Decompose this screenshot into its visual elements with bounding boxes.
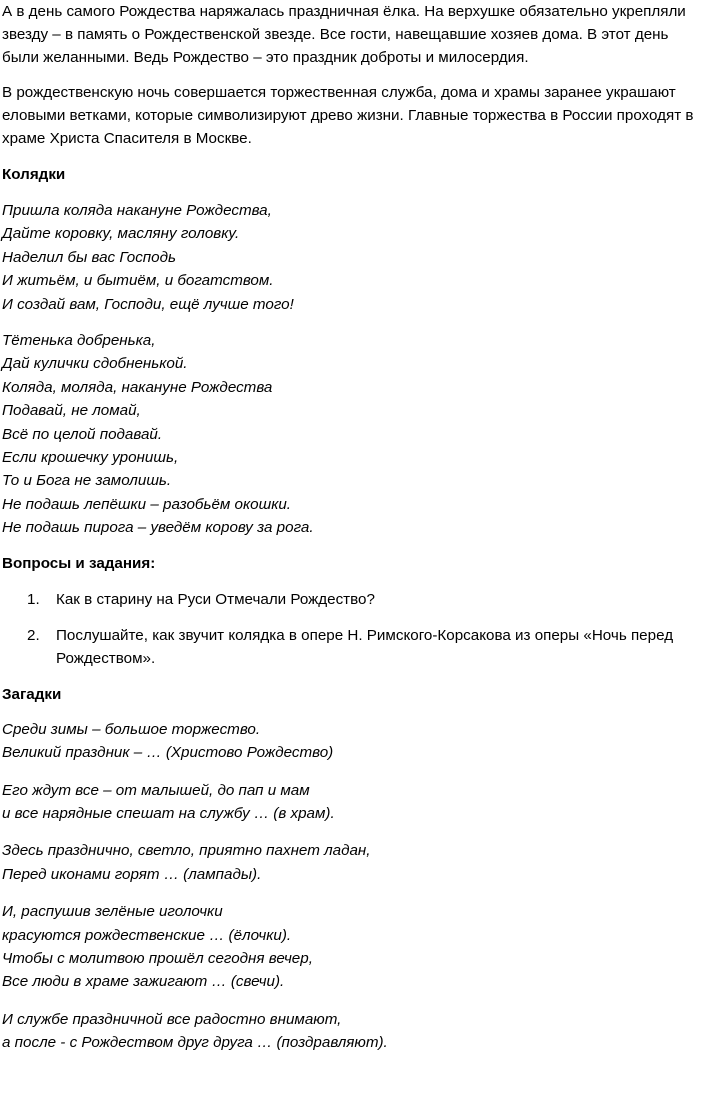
koliadki-heading: Колядки	[2, 166, 66, 183]
riddle-line: И службе праздничной все радостно внимают,	[2, 1010, 342, 1028]
poem-line: Пришла коляда накануне Рождества,	[2, 202, 272, 219]
riddle-line: и все нарядные спешат на службу … (в храм).	[2, 804, 335, 822]
riddle-2	[2, 779, 698, 826]
poem-line: И создай вам, Господи, ещё лучше того!	[2, 295, 294, 313]
poem-line: Не подашь лепёшки – разобьём окошки.	[2, 495, 292, 513]
question-number: 2.	[27, 626, 40, 644]
koliadka-stanza-1	[2, 199, 698, 316]
riddle-line: красуются рождественские … (ёлочки).	[2, 926, 292, 944]
riddle-line: Его ждут все – от малышей, до пап и мам	[2, 781, 310, 799]
question-text-continued: Рождеством».	[56, 649, 156, 667]
poem-line: Не подашь пирога – уведём корову за рога.	[2, 519, 314, 537]
poem-line: То и Бога не замолишь.	[2, 472, 172, 490]
poem-line: Дайте коровку, масляну головку.	[2, 225, 240, 243]
question-text: Как в старину на Руси Отмечали Рождество?	[56, 590, 375, 608]
poem-line: Подавай, не ломай,	[2, 402, 141, 420]
question-item	[2, 624, 698, 670]
poem-line: Наделил бы вас Господь	[2, 248, 176, 266]
riddle-line: Здесь празднично, светло, приятно пахнет ладан,	[2, 842, 371, 860]
riddles-heading: Загадки	[2, 685, 62, 703]
poem-line: Дай кулички сдобненькой.	[2, 355, 188, 373]
poem-line: Если крошечку уронишь,	[2, 449, 179, 467]
riddle-3	[2, 839, 698, 886]
riddle-5	[2, 1008, 698, 1055]
riddle-line: И, распушив зелёные иголочки	[2, 903, 223, 921]
questions-heading: Вопросы и задания:	[2, 554, 156, 572]
poem-line: Тётенька добренька,	[2, 332, 156, 350]
intro-paragraph-2: В рождественскую ночь совершается торжественная служба, дома и храмы заранее украшают еловыми ветками, которые символизируют древо жизни. Главные торжества в России проходят в храме Христа Спасителя в Москве.	[2, 84, 694, 147]
riddle-4	[2, 900, 698, 994]
riddle-line: Перед иконами горят … (лампады).	[2, 865, 262, 883]
question-number: 1.	[27, 590, 40, 608]
riddle-line: Чтобы с молитвою прошёл сегодня вечер,	[2, 949, 313, 967]
riddle-line: Среди зимы – большое торжество.	[2, 720, 261, 738]
poem-line: Коляда, моляда, накануне Рождества	[2, 378, 273, 396]
riddle-line: Великий праздник – … (Христово Рождество)	[2, 744, 334, 762]
koliadka-stanza-2	[2, 329, 698, 540]
riddle-line: Все люди в храме зажигают … (свечи).	[2, 973, 285, 991]
riddle-1	[2, 718, 698, 765]
questions-list	[2, 588, 698, 670]
poem-line: И житьём, и бытиём, и богатством.	[2, 272, 274, 290]
riddle-line: а после - с Рождеством друг друга … (поздравляют).	[2, 1034, 388, 1052]
question-text: Послушайте, как звучит колядка в опере Н. Римского-Корсакова из оперы «Ночь перед	[56, 626, 674, 644]
intro-paragraph-1: А в день самого Рождества наряжалась праздничная ёлка. На верхушке обязательно укрепляли звезду – в память о Рождественской звезде. Все гости, навещавшие хозяев дома. В этот день были желанными. Ведь Рождество – это праздник доброты и милосердия.	[2, 3, 686, 66]
poem-line: Всё по целой подавай.	[2, 425, 163, 443]
question-item	[2, 588, 698, 611]
